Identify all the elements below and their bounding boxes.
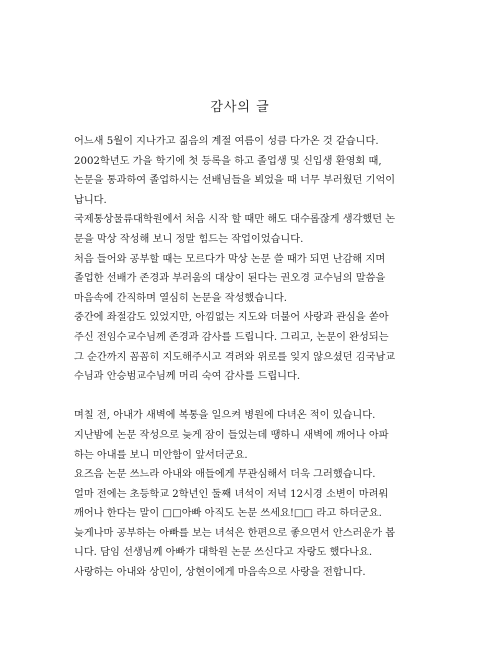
text-line: 마음속에 간직하며 열심히 논문을 작성했습니다.: [74, 292, 288, 304]
text-line: 2002학년도 가을 학기에 첫 등록을 하고 졸업생 및 신입생 환영회 때,: [74, 155, 382, 167]
text-line: 지난밤에 논문 작성으로 늦게 잠이 들었는데 땡하니 새벽에 깨어나 아파: [74, 429, 389, 441]
text-line: 얼마 전에는 초등학교 2학년인 둘째 녀석이 저녁 12시경 소변이 마려워: [74, 488, 389, 500]
text-line: 어느새 5월이 지나가고 짊음의 계절 여름이 성큼 다가온 것 같습니다.: [74, 136, 379, 147]
text-line: 늦게나마 공부하는 아빠를 보는 녀석은 한편으로 좋으면서 안스러운가 봅: [74, 527, 396, 539]
paragraph-4: [74, 308, 424, 386]
text-line: 수님과 안승범교수님께 머리 숙여 감사를 드립니다.: [74, 371, 301, 383]
paragraph-2: [74, 210, 424, 249]
text-line: 하는 아내를 보니 미안함이 앞서더군요.: [74, 449, 248, 461]
paragraph-5: [74, 406, 424, 465]
text-line: 며칠 전, 아내가 새벽에 복통을 일으켜 병원에 다녀온 적이 있습니다.: [74, 410, 376, 422]
text-line: 깨어나 한다는 말이 □□아빠 아직도 논문 쓰세요!□□ 라고 하더군요.: [74, 508, 382, 520]
paragraph-7: [74, 563, 424, 583]
text-line: 처음 들어와 공부할 때는 모르다가 막상 논문 쓸 때가 되면 난감해 지며: [74, 253, 386, 265]
text-line: 그 순간까지 꼼꼼히 지도해주시고 격려와 위로를 잊지 않으셨던 김국남교: [74, 351, 396, 363]
text-line: 요즈음 논문 쓰느라 아내와 애들에게 무관심해서 더욱 그러했습니다.: [74, 469, 376, 481]
paragraph-spacer: [74, 387, 424, 407]
paragraph-3: [74, 250, 424, 309]
text-line: 문을 막상 작성해 보니 정말 힘드는 작업이었습니다.: [74, 233, 304, 245]
text-line: 주신 전임수교수님께 존경과 감사를 드립니다. 그리고, 논문이 완성되는: [74, 331, 389, 343]
text-line: 졸업한 선배가 존경과 부러움의 대상이 된다는 권오경 교수님의 말씀을: [74, 273, 386, 285]
acknowledgement-body: [74, 132, 424, 583]
paragraph-6: [74, 465, 424, 563]
text-line: 납니다.: [74, 194, 107, 206]
page-title: 감사의 글: [210, 100, 270, 115]
text-line: 중간에 좌절감도 있었지만, 아낌없는 지도와 더불어 사랑과 관심을 쏟아: [74, 312, 389, 324]
text-line: 국제통상물류대학원에서 처음 시작 할 때만 해도 대수롭잖게 생각했던 논: [74, 214, 396, 226]
text-line: 논문을 통과하여 졸업하시는 선배님들을 뵈었을 때 너무 부러웠던 기억이: [74, 175, 396, 187]
text-line: 니다. 담임 선생님께 아빠가 대학원 논문 쓰신다고 자랑도 했다나요.: [74, 547, 373, 559]
paragraph-1: [74, 132, 424, 210]
text-line: 사랑하는 아내와 상민이, 상현이에게 마음속으로 사랑을 전합니다.: [74, 567, 366, 579]
